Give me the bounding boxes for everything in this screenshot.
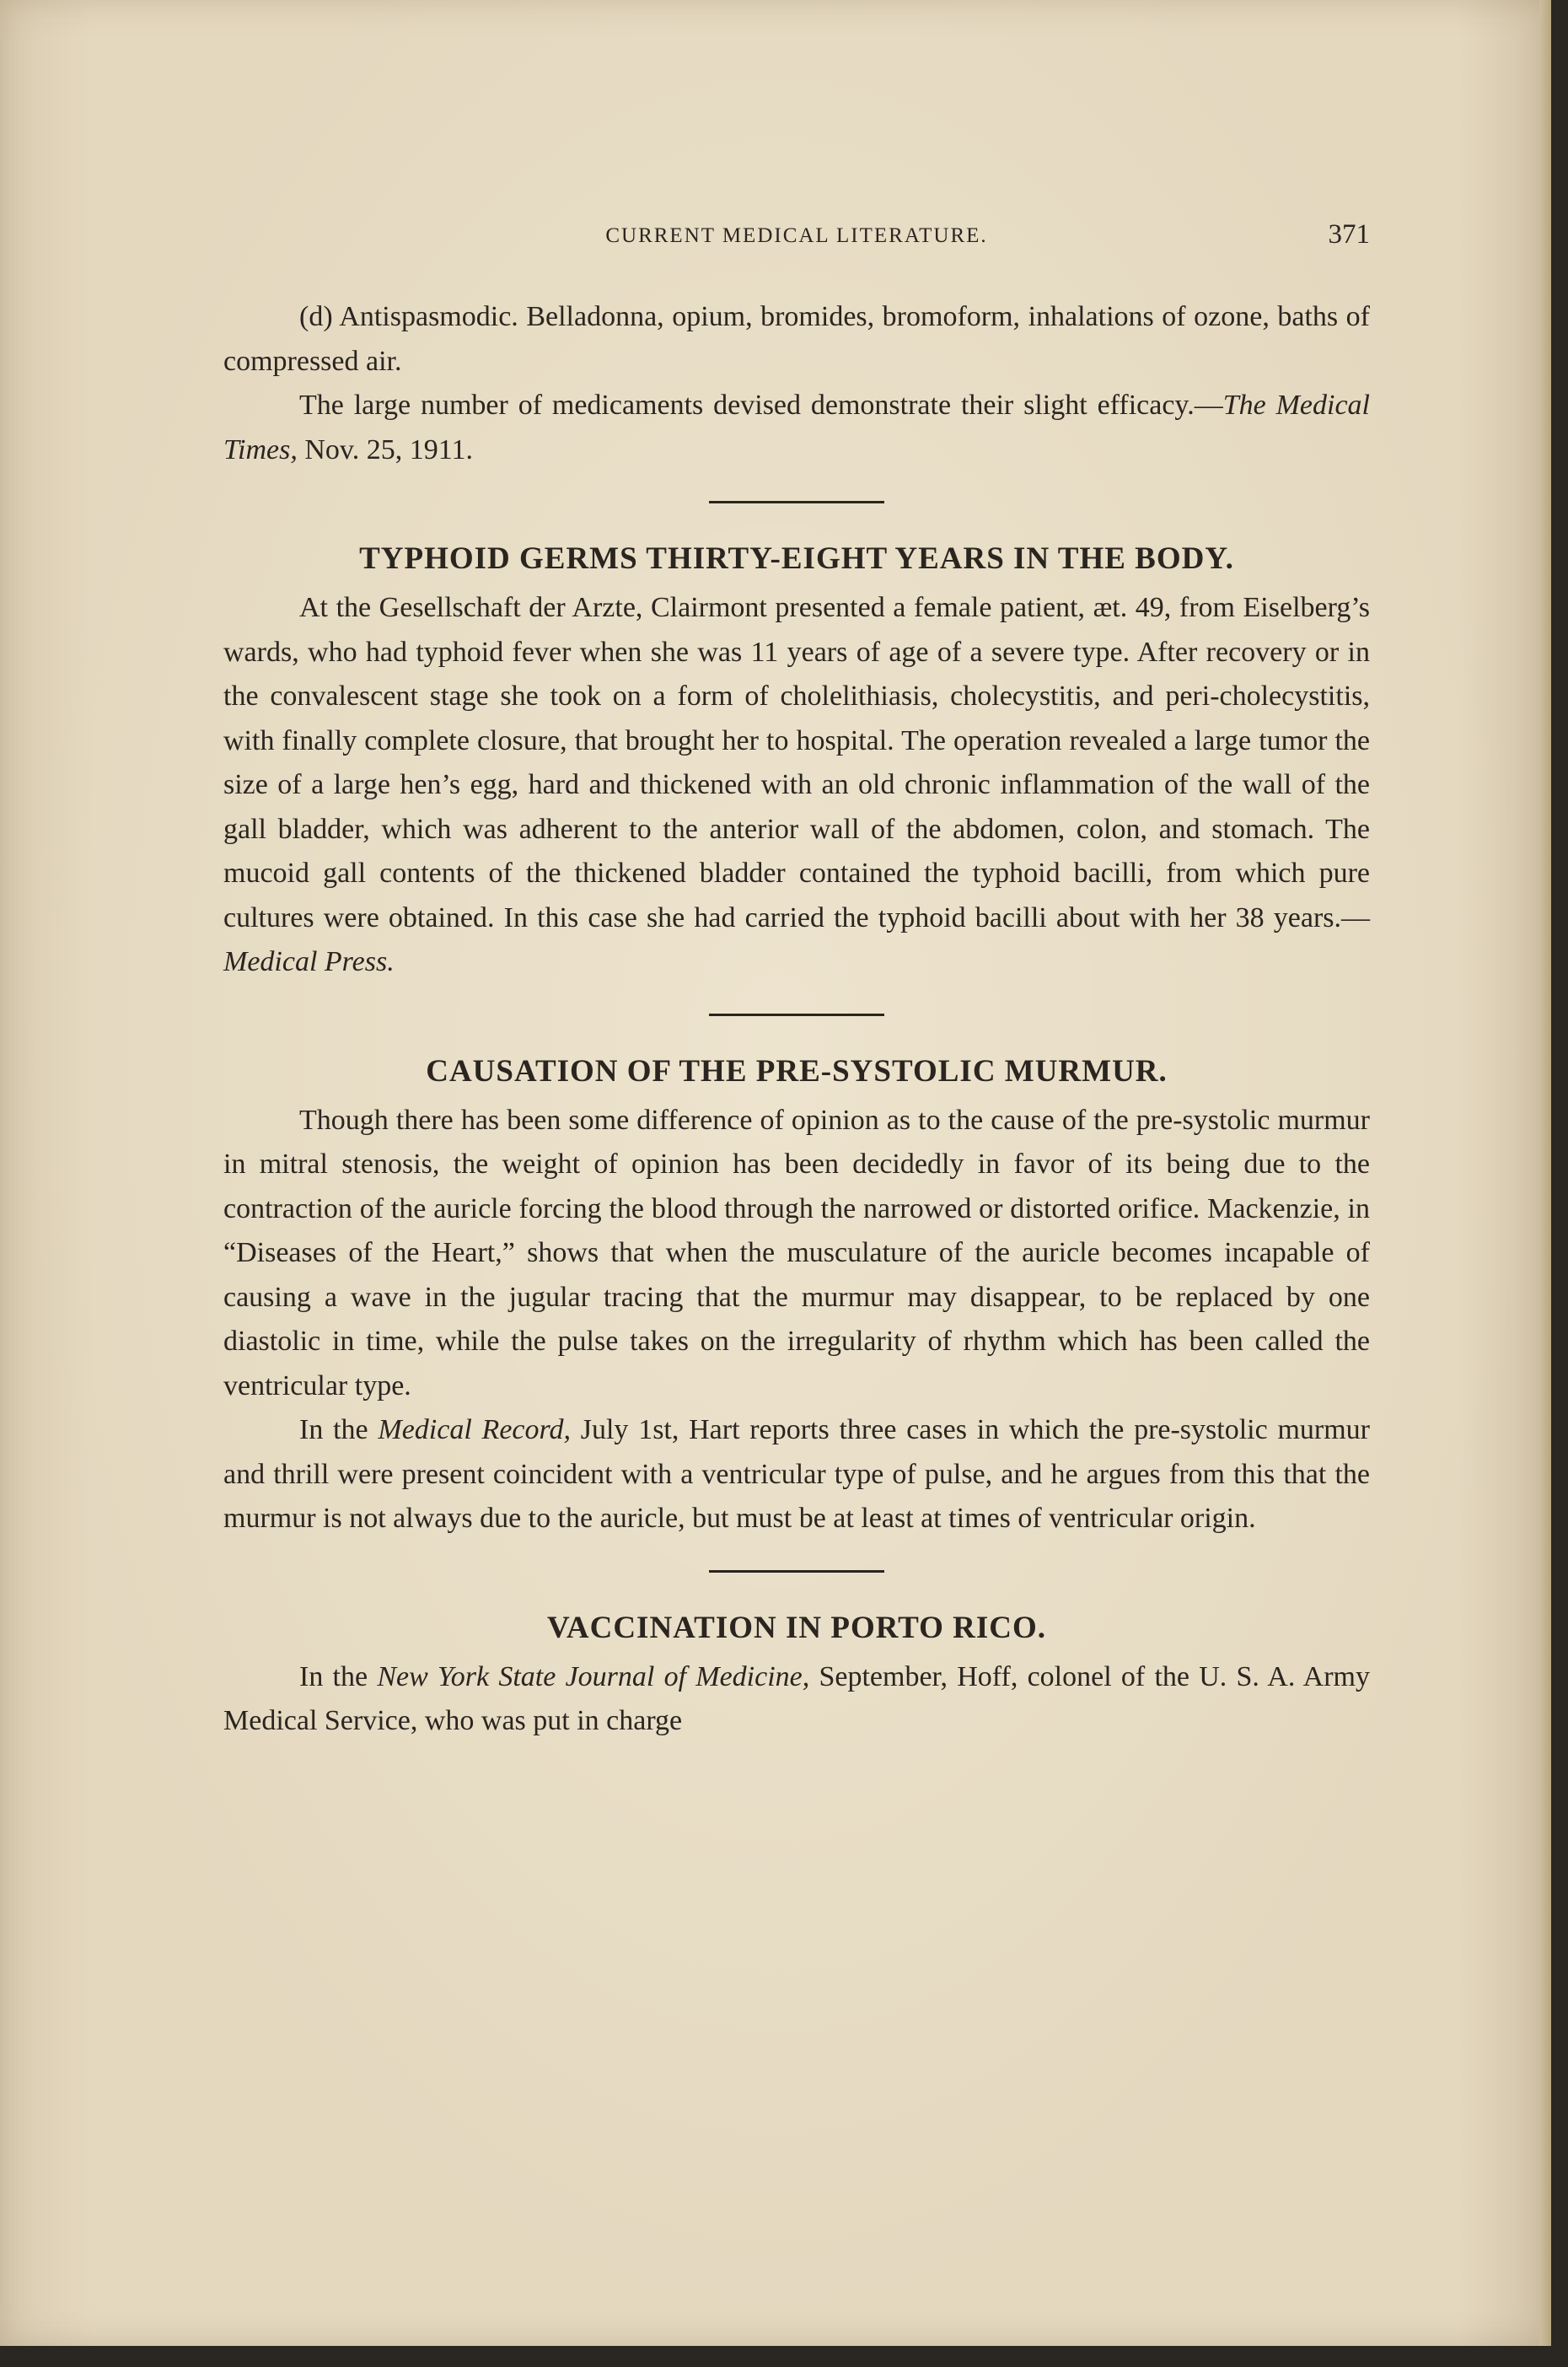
murmur-paragraph-2-text: July 1st, Hart reports three cases in which the pre-systolic murmur and thrill were present coincident with a ventricular type of pulse, and he argues from this that the murmur is not always due to the auricle, but must be at least at times of ventricular origin. [223, 1414, 1371, 1534]
murmur-paragraph-2-lead: In the [299, 1414, 379, 1445]
vaccination-paragraph-lead: In the [299, 1660, 378, 1692]
running-head: CURRENT MEDICAL LITERATURE. [605, 224, 988, 247]
murmur-paragraph-1: Though there has been some difference of opinion as to the cause of the pre-systolic murmur in mitral stenosis, the weight of opinion has been decidedly in favor of its being due to the contraction of the auricle forcing the blood through the narrowed or distorted orifice. Mackenzie, in “Diseases of the Heart,” shows that when the musculature of the auricle becomes incapable of causing a wave in the jugular tracing that the murmur may disappear, to be replaced by one diastolic in time, while the pulse takes on the irregularity of rhythm which has been called the ventricular type. [223, 1104, 1370, 1401]
vaccination-source: New York State Journal of Medicine, [377, 1660, 810, 1692]
page-edge [1539, 0, 1551, 2346]
section-title-typhoid: TYPHOID GERMS THIRTY-EIGHT YEARS IN THE BODY. [359, 541, 1234, 576]
murmur-source: Medical Record, [378, 1414, 571, 1445]
page-header [223, 219, 1370, 253]
intro-paragraph-2-text: The large number of medicaments devised demonstrate their slight efficacy.— [299, 390, 1223, 421]
page-number: 371 [1328, 219, 1370, 250]
intro-paragraph-2 [223, 384, 1370, 472]
section-title-murmur: CAUSATION OF THE PRE-SYSTOLIC MURMUR. [426, 1053, 1168, 1089]
vaccination-paragraph-text: September, Hoff, colonel of the U. S. A. Army Medical Service, who was put in charge [223, 1660, 1370, 1736]
typhoid-paragraph-text: At the Gesellschaft der Arzte, Clairmont presented a female patient, æt. 49, from Eiselberg’s wards, who had typhoid fever when she was 11 years of age of a severe type. After recovery or in the convalescent stage she took on a form of cholelithiasis, cholecystitis, and peri-cholecystitis, with finally complete closure, that brought her to hospital. The operation revealed a large tumor the size of a large hen’s egg, hard and thickened with an old chronic inflammation of the wall of the gall bladder, which was adherent to the anterior wall of the abdomen, colon, and stomach. The mucoid gall contents of the thickened bladder contained the typhoid bacilli, from which pure cultures were obtained. In this case she had carried the typhoid bacilli about with her 38 years.— [223, 592, 1370, 933]
typhoid-paragraph [223, 586, 1370, 985]
vaccination-paragraph [223, 1655, 1370, 1744]
page-body [223, 295, 1370, 1744]
section-title-vaccination: VACCINATION IN PORTO RICO. [546, 1610, 1047, 1645]
murmur-paragraph-2 [223, 1408, 1370, 1541]
intro-date: Nov. 25, 1911. [297, 433, 473, 465]
intro-source: The Medical Times, [223, 390, 1370, 465]
intro-paragraph-1: (d) Antispasmodic. Belladonna, opium, bromides, bromoform, inhalations of ozone, baths of compressed air. [223, 301, 1370, 377]
typhoid-source: Medical Press. [223, 946, 395, 977]
